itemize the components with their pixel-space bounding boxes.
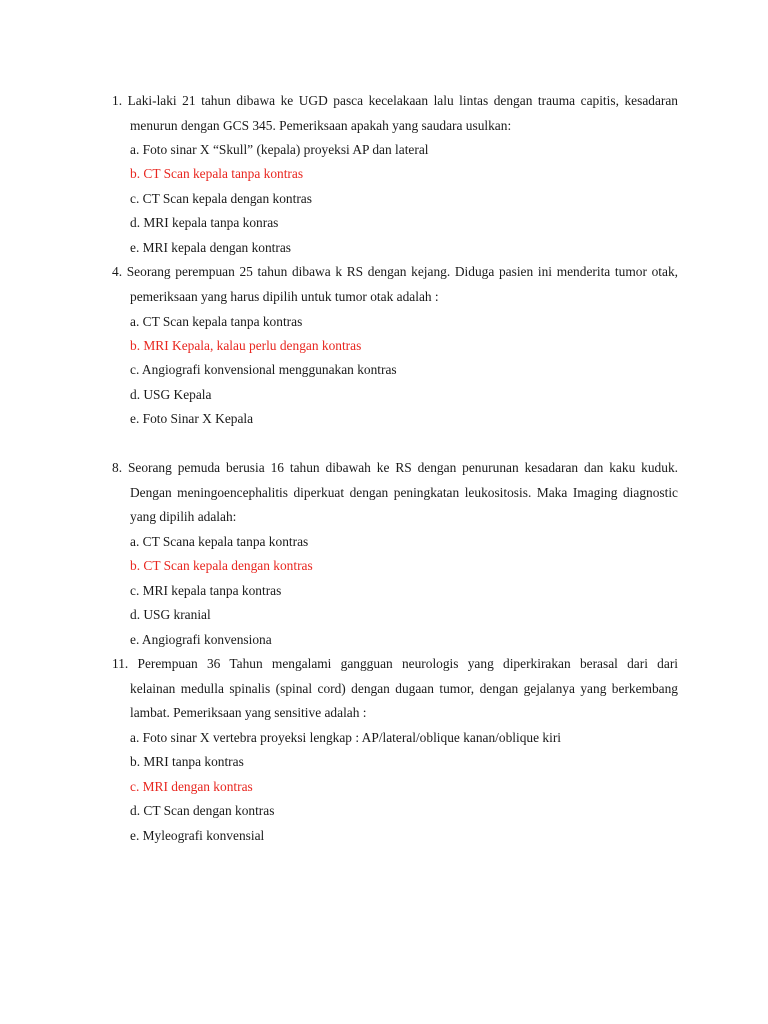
question-4-option-b-correct: b. MRI Kepala, kalau perlu dengan kontras [130, 338, 362, 353]
question-4-line-2: pemeriksaan yang harus dipilih untuk tumor otak adalah : [130, 289, 439, 304]
question-8-option-c: c. MRI kepala tanpa kontras [130, 583, 282, 598]
question-1-option-d: d. MRI kepala tanpa konras [130, 215, 279, 230]
question-4-option-a: a. CT Scan kepala tanpa kontras [130, 314, 303, 329]
question-4-option-c: c. Angiografi konvensional menggunakan kontras [130, 362, 397, 377]
question-8-option-e: e. Angiografi konvensiona [130, 632, 272, 647]
question-4-option-d: d. USG Kepala [130, 387, 212, 402]
question-8-option-b-correct: b. CT Scan kepala dengan kontras [130, 558, 313, 573]
question-8-line-1: 8. Seorang pemuda berusia 16 tahun dibawah ke RS dengan penurunan kesadaran dan kaku kuduk. [112, 460, 678, 475]
question-8-option-a: a. CT Scana kepala tanpa kontras [130, 534, 309, 549]
question-1-option-c: c. CT Scan kepala dengan kontras [130, 191, 312, 206]
question-1-line-1: 1. Laki-laki 21 tahun dibawa ke UGD pasca kecelakaan lalu lintas dengan trauma capitis, kesadaran [112, 93, 678, 108]
question-11-option-e: e. Myleografi konvensial [130, 828, 265, 843]
question-4-line-1: 4. Seorang perempuan 25 tahun dibawa k RS dengan kejang. Diduga pasien ini menderita tumor otak, [112, 264, 678, 279]
question-1-option-a: a. Foto sinar X “Skull” (kepala) proyeksi AP dan lateral [130, 142, 429, 157]
question-8-line-2: Dengan meningoencephalitis diperkuat dengan peningkatan leukositosis. Maka Imaging diagnostic [130, 485, 678, 500]
question-8-option-d: d. USG kranial [130, 607, 211, 622]
question-1-option-e: e. MRI kepala dengan kontras [130, 240, 292, 255]
question-11-line-2: kelainan medulla spinalis (spinal cord) dengan dugaan tumor, dengan gejalanya yang berkembang [130, 681, 678, 696]
question-11-option-a: a. Foto sinar X vertebra proyeksi lengkap : AP/lateral/oblique kanan/oblique kiri [130, 730, 561, 745]
question-4-option-e: e. Foto Sinar X Kepala [130, 411, 254, 426]
question-11-option-d: d. CT Scan dengan kontras [130, 803, 275, 818]
question-11-option-b: b. MRI tanpa kontras [130, 754, 244, 769]
question-8-line-3: yang dipilih adalah: [130, 509, 237, 524]
question-11-line-1: 11. Perempuan 36 Tahun mengalami gangguan neurologis yang diperkirakan berasal dari dari [112, 656, 678, 671]
question-1-line-2: menurun dengan GCS 345. Pemeriksaan apakah yang saudara usulkan: [130, 118, 512, 133]
question-11-option-c-correct: c. MRI dengan kontras [130, 779, 253, 794]
question-1-option-b-correct: b. CT Scan kepala tanpa kontras [130, 166, 304, 181]
question-11-line-3: lambat. Pemeriksaan yang sensitive adalah : [130, 705, 367, 720]
